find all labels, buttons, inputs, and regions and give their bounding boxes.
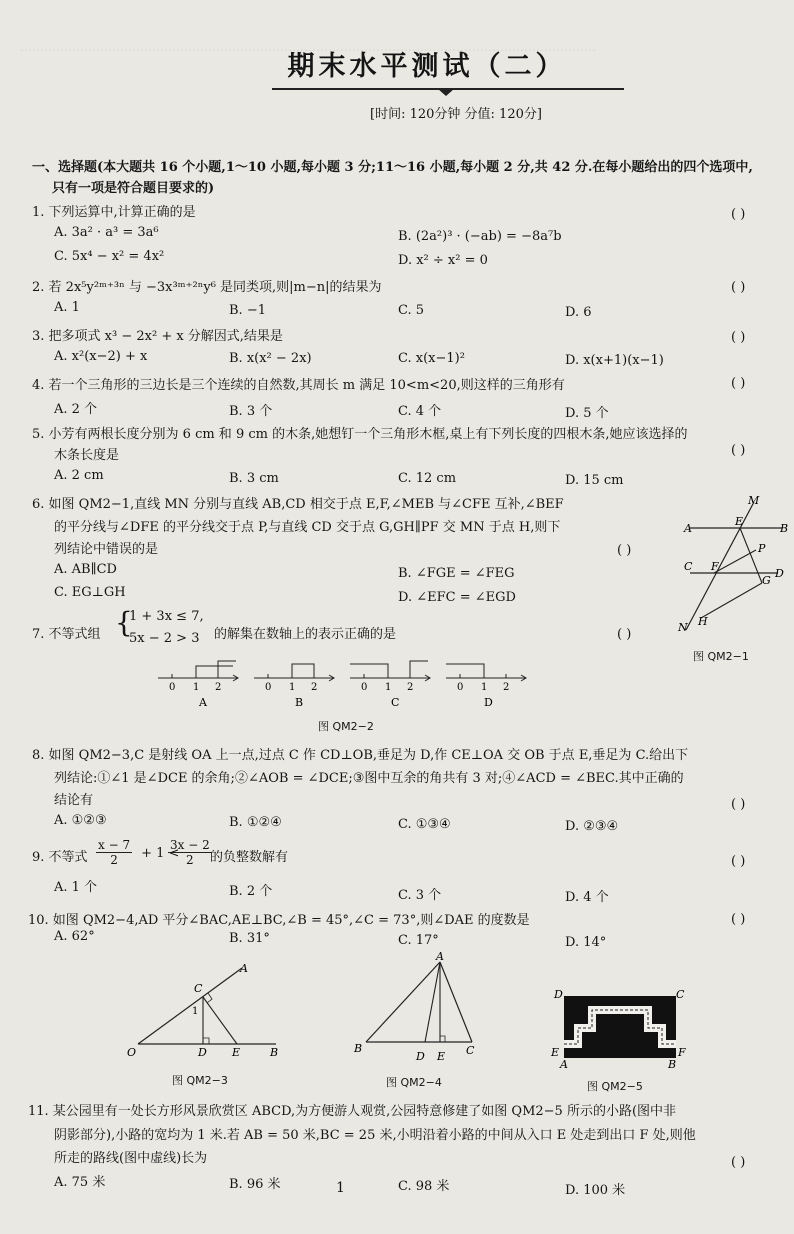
- question-11-stem-cont: 阴影部分),小路的宽均为 1 米.若 AB = 50 米,BC = 25 米,小明沿着小路的中间从入口 E 处走到出口 F 处,则他: [54, 1128, 696, 1143]
- fraction-2-denominator: 2: [186, 853, 194, 867]
- fig5-label: F: [678, 1046, 686, 1059]
- fraction-2-numerator: 3x − 2: [170, 838, 210, 852]
- question-8-stem-cont2: 结论有: [54, 793, 94, 808]
- q2-option-b: B. −1: [229, 303, 266, 318]
- question-6-stem: 6. 如图 QM2−1,直线 MN 分别与直线 AB,CD 相交于点 E,F,∠MEB 与∠CFE 互补,∠BEF: [32, 497, 564, 512]
- figure-qm2-4-caption: 图 QM2−4: [386, 1076, 442, 1089]
- fig3-label: B: [270, 1046, 279, 1059]
- fig3-label: 1: [192, 1006, 199, 1017]
- fig3-label: C: [194, 982, 203, 995]
- q8-option-a: A. ①②③: [54, 813, 107, 828]
- tick-label: 0: [169, 682, 176, 693]
- figure-qm2-1: [676, 492, 789, 662]
- answer-blank-8: ( ): [731, 797, 746, 812]
- answer-blank-10: ( ): [731, 912, 746, 927]
- q7-system-line1: 1 + 3x ≤ 7,: [129, 609, 204, 624]
- q10-option-b: B. 31°: [229, 931, 270, 946]
- fig1-label: E: [735, 515, 744, 528]
- q9-option-c: C. 3 个: [398, 888, 442, 903]
- question-9-stem-pre: 9. 不等式: [32, 850, 88, 865]
- fig5-label: D: [554, 988, 563, 1001]
- answer-blank-2: ( ): [731, 280, 746, 295]
- question-5-stem-cont: 木条长度是: [54, 448, 120, 463]
- option-label: B: [295, 696, 304, 709]
- tick-label: 2: [215, 682, 222, 693]
- figure-qm2-5: [548, 986, 698, 1070]
- fig1-label: G: [762, 574, 771, 587]
- tick-label: 2: [503, 682, 510, 693]
- answer-blank-3: ( ): [731, 330, 746, 345]
- numberline-b: [254, 664, 334, 709]
- q4-option-b: B. 3 个: [229, 404, 273, 419]
- q6-option-b: B. ∠FGE = ∠FEG: [398, 566, 515, 581]
- q1-option-d: D. x² ÷ x² = 0: [398, 253, 488, 268]
- q3-option-a: A. x²(x−2) + x: [54, 349, 148, 364]
- question-6-stem-cont2: 列结论中错误的是: [54, 542, 159, 557]
- figure-qm2-5-caption: 图 QM2−5: [587, 1080, 643, 1093]
- fig4-label: B: [354, 1042, 363, 1055]
- fig1-label: H: [698, 615, 708, 628]
- fig3-label: D: [198, 1046, 207, 1059]
- numberline-a: [158, 661, 238, 709]
- q11-option-c: C. 98 米: [398, 1179, 450, 1194]
- answer-blank-5: ( ): [731, 443, 746, 458]
- tick-label: 1: [385, 682, 392, 693]
- answer-blank-4: ( ): [731, 376, 746, 391]
- fraction-2: [168, 838, 212, 867]
- tick-label: 1: [193, 682, 200, 693]
- q2-option-c: C. 5: [398, 303, 425, 318]
- answer-blank-11: ( ): [731, 1155, 746, 1170]
- q4-option-a: A. 2 个: [54, 402, 98, 417]
- question-11-stem-cont2: 所走的路线(图中虚线)长为: [54, 1151, 208, 1166]
- q10-option-d: D. 14°: [565, 935, 607, 950]
- fig4-label: D: [416, 1050, 425, 1063]
- answer-blank-7: ( ): [617, 627, 632, 642]
- answer-blank-9: ( ): [731, 854, 746, 869]
- q10-option-a: A. 62°: [54, 929, 95, 944]
- figure-qm2-2-caption: 图 QM2−2: [318, 720, 374, 733]
- q1-option-c: C. 5x⁴ − x² = 4x²: [54, 249, 165, 264]
- fig3-label: O: [127, 1046, 137, 1059]
- q6-option-c: C. EG⊥GH: [54, 585, 126, 600]
- fraction-1: [96, 838, 132, 867]
- option-label: C: [391, 696, 400, 709]
- q3-option-c: C. x(x−1)²: [398, 351, 465, 366]
- q8-option-d: D. ②③④: [565, 819, 619, 834]
- q9-option-a: A. 1 个: [54, 880, 98, 895]
- fig3-label: E: [232, 1046, 241, 1059]
- tick-label: 2: [407, 682, 414, 693]
- page-number: 1: [336, 1180, 345, 1196]
- answer-blank-1: ( ): [731, 207, 746, 222]
- q5-option-d: D. 15 cm: [565, 473, 624, 488]
- tick-label: 0: [361, 682, 368, 693]
- question-8-stem-cont: 列结论:①∠1 是∠DCE 的余角;②∠AOB = ∠DCE;③图中互余的角共有 3 对;④∠ACD = ∠BEC.其中正确的: [54, 771, 684, 786]
- section-heading-cont: 只有一项是符合题目要求的): [52, 181, 215, 196]
- q2-option-a: A. 1: [54, 300, 80, 315]
- fig1-label: D: [775, 567, 784, 580]
- question-11-stem: 11. 某公园里有一处长方形风景欣赏区 ABCD,为方便游人观赏,公园特意修建了如图 QM2−5 所示的小路(图中非: [28, 1104, 677, 1119]
- fig4-label: A: [436, 950, 444, 963]
- q7-system-line2: 5x − 2 > 3: [129, 631, 200, 646]
- section-heading: 一、选择题(本大题共 16 个小题,1～10 小题,每小题 3 分;11～16 小题,每小题 2 分,共 42 分.在每小题给出的四个选项中,: [32, 160, 753, 175]
- system-brace: {: [115, 606, 133, 639]
- q3-option-d: D. x(x+1)(x−1): [565, 353, 664, 368]
- q6-option-d: D. ∠EFC = ∠EGD: [398, 590, 516, 605]
- fig4-label: C: [466, 1044, 475, 1057]
- figure-qm2-3: [124, 958, 284, 1064]
- q9-option-d: D. 4 个: [565, 890, 609, 905]
- fig1-label: F: [711, 560, 719, 573]
- question-1-stem: 1. 下列运算中,计算正确的是: [32, 205, 196, 220]
- q1-option-b: B. (2a²)³ · (−ab) = −8a⁷b: [398, 229, 562, 244]
- q1-option-a: A. 3a² · a³ = 3a⁶: [54, 225, 159, 240]
- exam-info: [时间: 120分钟 分值: 120分]: [370, 107, 542, 122]
- question-3-stem: 3. 把多项式 x³ − 2x² + x 分解因式,结果是: [32, 329, 283, 344]
- question-4-stem: 4. 若一个三角形的三边长是三个连续的自然数,其周长 m 满足 10<m<20,则这样的三角形有: [32, 378, 565, 393]
- q2-option-d: D. 6: [565, 305, 592, 320]
- figure-qm2-2: [158, 656, 510, 709]
- numberline-d: [446, 664, 526, 709]
- question-7-stem: 7. 不等式组: [32, 627, 101, 642]
- fig1-label: N: [678, 621, 688, 634]
- numberline-c: [350, 661, 430, 709]
- answer-blank-6: ( ): [617, 543, 632, 558]
- q8-option-b: B. ①②④: [229, 815, 282, 830]
- question-10-stem: 10. 如图 QM2−4,AD 平分∠BAC,AE⊥BC,∠B = 45°,∠C = 73°,则∠DAE 的度数是: [28, 913, 530, 928]
- tick-label: 1: [481, 682, 488, 693]
- q10-option-c: C. 17°: [398, 933, 439, 948]
- q9-option-b: B. 2 个: [229, 884, 273, 899]
- figure-qm2-1-caption: 图 QM2−1: [693, 650, 749, 663]
- fraction-1-numerator: x − 7: [98, 838, 131, 852]
- fig1-label: M: [748, 494, 760, 507]
- figure-qm2-4: [350, 952, 480, 1064]
- tick-label: 0: [265, 682, 272, 693]
- question-2-stem: 2. 若 2x⁵y²ᵐ⁺³ⁿ 与 −3x³ᵐ⁺²ⁿy⁶ 是同类项,则|m−n|的结果为: [32, 280, 382, 295]
- fig5-label: C: [676, 988, 685, 1001]
- bleed-through-text: ………………………………………………………………………………………………………………………………: [20, 40, 596, 54]
- page-title: 期末水平测试（二）: [287, 51, 567, 82]
- q5-option-b: B. 3 cm: [229, 471, 279, 486]
- fig1-label: P: [758, 542, 766, 555]
- tick-label: 1: [289, 682, 296, 693]
- question-9-stem-post: 的负整数解有: [210, 850, 289, 865]
- fig3-label: A: [240, 962, 248, 975]
- q5-option-a: A. 2 cm: [54, 468, 104, 483]
- fig5-label: B: [668, 1058, 677, 1071]
- figure-qm2-3-caption: 图 QM2−3: [172, 1074, 228, 1087]
- fig4-label: E: [437, 1050, 446, 1063]
- q11-option-a: A. 75 米: [54, 1175, 106, 1190]
- fraction-1-denominator: 2: [110, 853, 118, 867]
- q6-option-a: A. AB∥CD: [54, 562, 117, 577]
- fig1-label: B: [780, 522, 789, 535]
- q8-option-c: C. ①③④: [398, 817, 451, 832]
- option-label: D: [484, 696, 493, 709]
- question-6-stem-cont: 的平分线与∠DFE 的平分线交于点 P,与直线 CD 交于点 G,GH∥PF 交 MN 于点 H,则下: [54, 520, 561, 535]
- fig1-label: A: [684, 522, 692, 535]
- q11-option-b: B. 96 米: [229, 1177, 281, 1192]
- q11-option-d: D. 100 米: [565, 1183, 626, 1198]
- tick-label: 0: [457, 682, 464, 693]
- tick-label: 2: [311, 682, 318, 693]
- option-label: A: [199, 696, 207, 709]
- q4-option-d: D. 5 个: [565, 406, 609, 421]
- question-8-stem: 8. 如图 QM2−3,C 是射线 OA 上一点,过点 C 作 CD⊥OB,垂足为 D,作 CE⊥OA 交 OB 于点 E,垂足为 C.给出下: [32, 748, 689, 763]
- title-ornament: [438, 89, 454, 96]
- q4-option-c: C. 4 个: [398, 404, 442, 419]
- fig1-label: C: [684, 560, 693, 573]
- question-5-stem: 5. 小芳有两根长度分别为 6 cm 和 9 cm 的木条,她想钉一个三角形木框,桌上有下列长度的四根木条,她应该选择的: [32, 427, 688, 442]
- q3-option-b: B. x(x² − 2x): [229, 351, 312, 366]
- question-7-stem-tail: 的解集在数轴上的表示正确的是: [214, 627, 397, 642]
- fig5-label: E: [551, 1046, 560, 1059]
- q5-option-c: C. 12 cm: [398, 471, 457, 486]
- question-9-stem-mid: + 1 <: [137, 846, 184, 861]
- fig5-label: A: [560, 1058, 568, 1071]
